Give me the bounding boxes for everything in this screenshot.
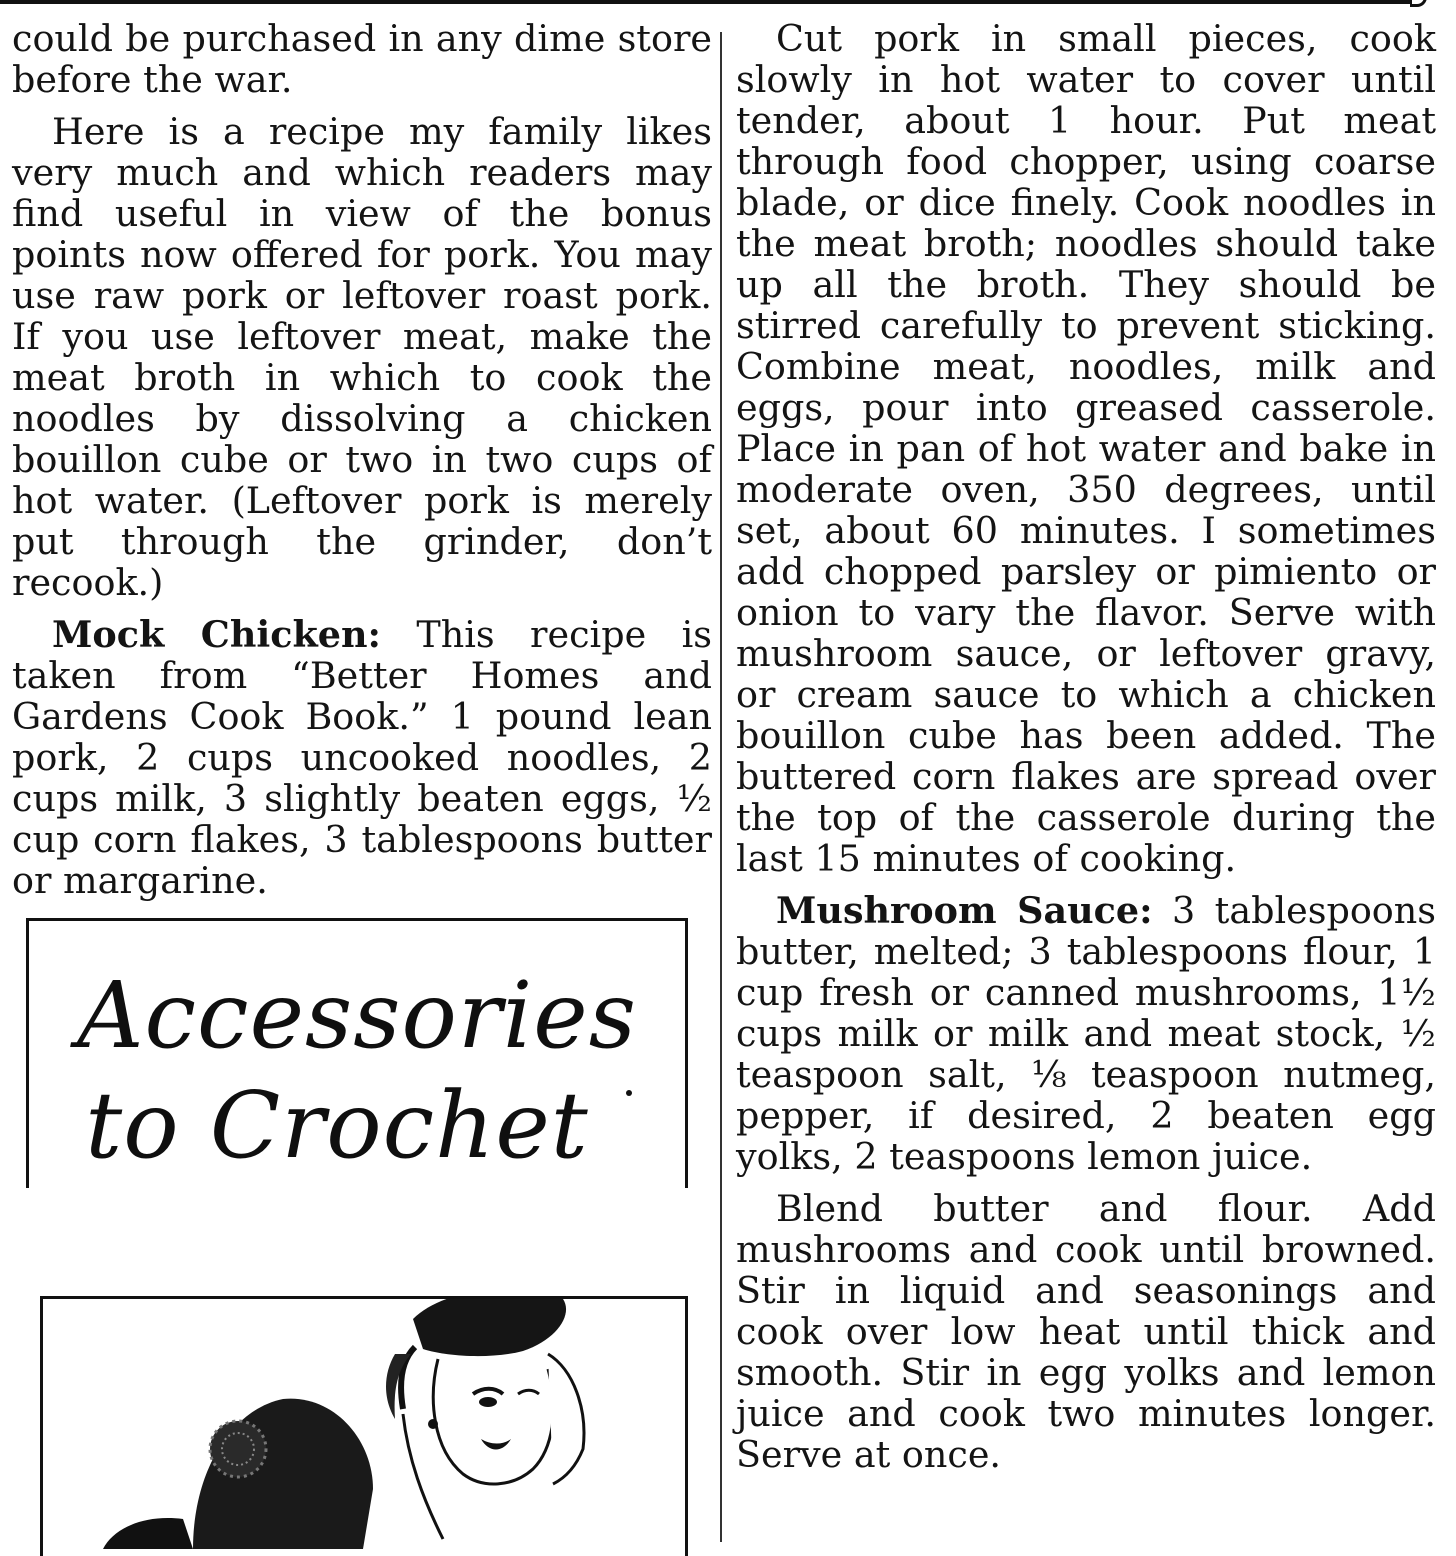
mushroom-sauce-ingredients: 3 tablespoons butter, melted; 3 tablespoons flour, 1 cup fresh or canned mushrooms, 1½ cups milk or milk and meat stock, ½ teaspoon salt, ⅛ teaspoon nutmeg, pepper, if desired, 2 beaten egg yolks, 2 teaspoons lemon juice. (736, 889, 1437, 1178)
paragraph-mock-chicken (12, 614, 712, 901)
left-column (12, 18, 712, 912)
paragraph-instructions: Cut pork in small pieces, cook slowly in hot water to cover until tender, about 1 hour. Put meat through food chopper, using coarse blade, or dice finely. Cook noodles in the meat broth; noodles should take up all the broth. They should be stirred carefully to prevent sticking. Combine meat, noodles, milk and eggs, pour into greased casserole. Place in pan of hot water and bake in moderate oven, 350 degrees, until set, about 60 minutes. I sometimes add chopped parsley or pimiento or onion to vary the flavor. Serve with mushroom sauce, or leftover gravy, or cream sauce to which a chicken bouillon cube has been added. The buttered corn flakes are spread over the top of the casserole during the last 15 minutes of cooking. (736, 17, 1436, 880)
advertisement-title (29, 961, 685, 1181)
advertisement-dot (626, 1090, 632, 1096)
paragraph-recipe-intro: Here is a recipe my family likes very much and which readers may find useful in view of the bonus points now offered for pork. You may use raw pork or leftover roast pork. If you use leftover meat, make the meat broth in which to cook the noodles by dissolving a chicken bouillon cube or two in two cups of hot water. (Leftover pork is merely put through the grinder, don’t recook.) (12, 110, 712, 604)
advertisement-frame (26, 918, 688, 1188)
woman-in-crocheted-hat-illustration (43, 1299, 688, 1556)
top-rule-corner (1410, 0, 1427, 7)
advertisement-illustration-frame (40, 1296, 688, 1556)
mock-chicken-ingredients: This recipe is taken from “Better Homes and Gardens Cook Book.” 1 pound lean pork, 2 cups uncooked noodles, 2 cups milk, 3 slightly beaten eggs, ½ cup corn flakes, 3 tablespoons butter or margarine. (12, 613, 712, 902)
advertisement-title-line1: Accessories (77, 962, 637, 1069)
right-column (736, 18, 1436, 1486)
column-divider (720, 32, 722, 1542)
advertisement-title-line2: to Crochet (85, 1072, 589, 1179)
paragraph-mushroom-sauce (736, 890, 1436, 1177)
paragraph-sauce-method: Blend butter and flour. Add mushrooms and cook until browned. Stir in liquid and seasonings and cook over low heat until thick and smooth. Stir in egg yolks and lemon juice and cook two minutes longer. Serve at once. (736, 1187, 1436, 1476)
paragraph-dime-store: could be purchased in any dime store before the war. (12, 17, 712, 101)
mushroom-sauce-heading: Mushroom Sauce: (776, 889, 1153, 932)
top-rule (0, 0, 1412, 4)
mock-chicken-heading: Mock Chicken: (52, 613, 381, 656)
woman-face-icon (386, 1299, 584, 1539)
crocheted-hat-icon (103, 1399, 373, 1549)
